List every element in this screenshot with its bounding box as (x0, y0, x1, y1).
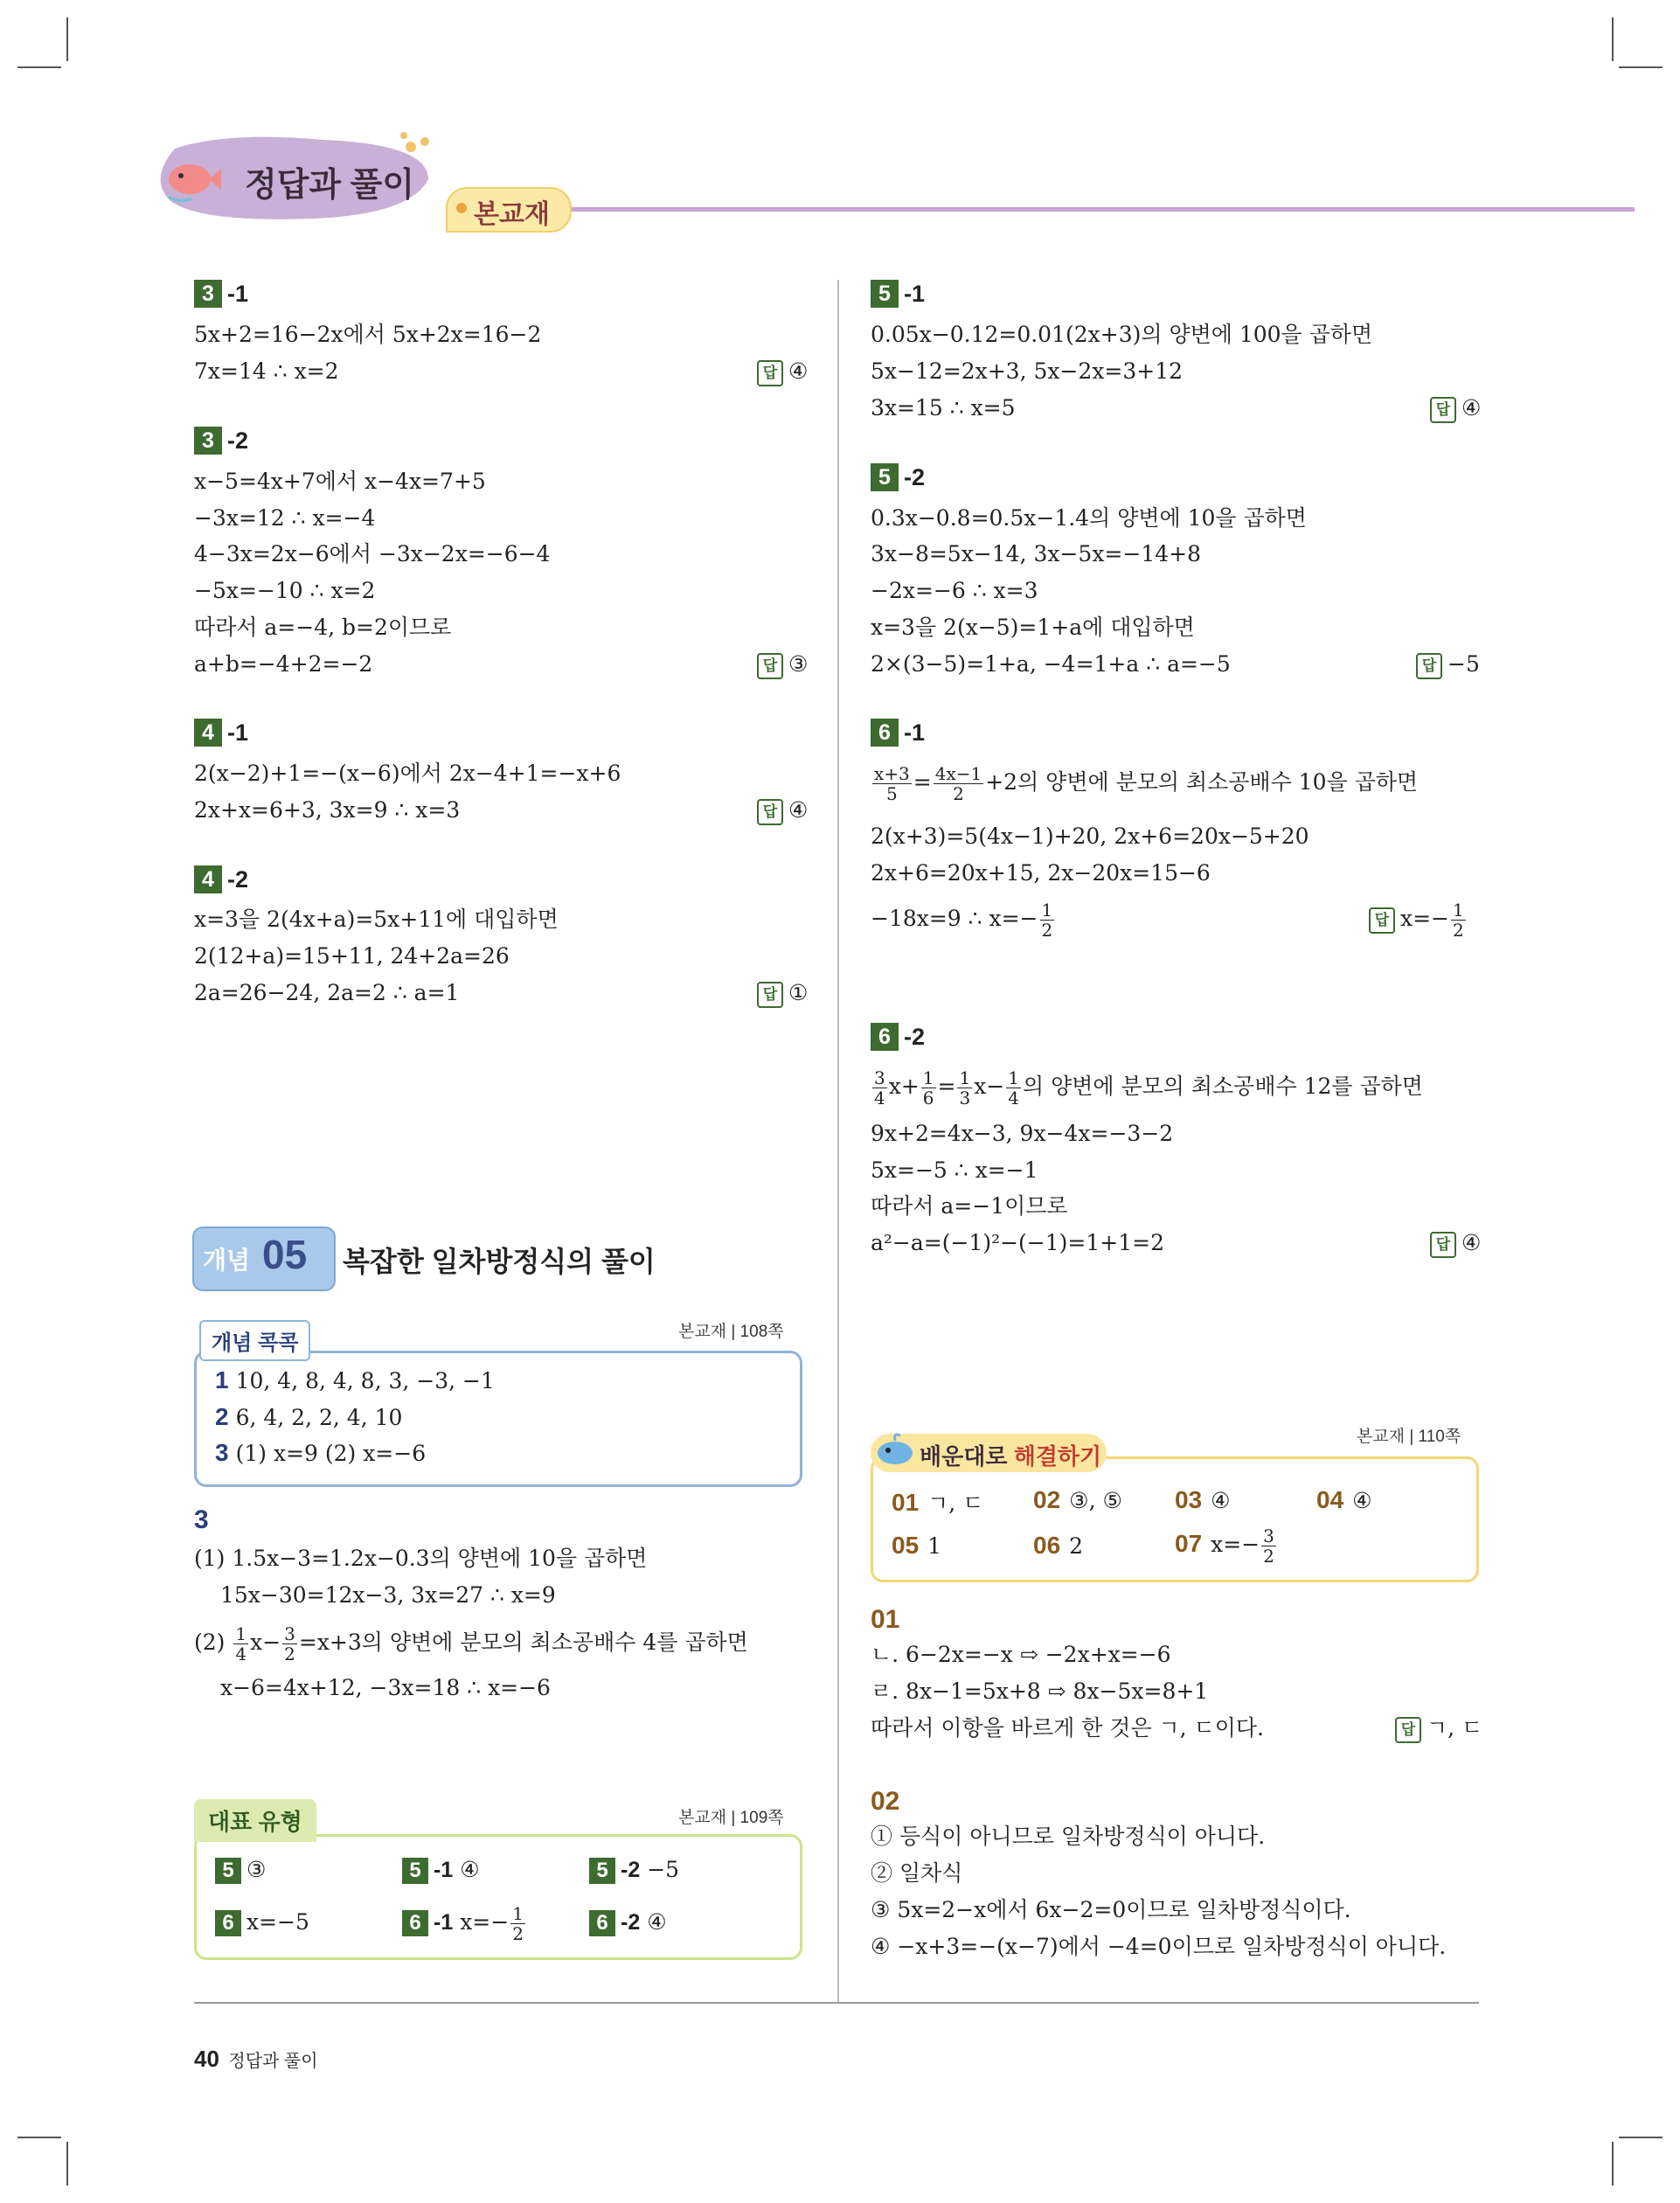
solve-label: 배운대로 해결하기 (920, 1443, 1102, 1470)
text-line: 2x+6=20x+15, 2x−20x=15−6 (871, 860, 1211, 886)
list-item: 3 (1) x=9 (2) x=−6 (215, 1439, 427, 1466)
answer-item: 07 x=− $\frac{3}{2}$ (1175, 1525, 1274, 1567)
fish-icon (162, 153, 223, 205)
answer: 답 ㄱ, ㄷ (1395, 1713, 1482, 1743)
text-line: x−5=4x+7에서 x−4x=7+5 (194, 469, 486, 494)
text-line: 7x=14 ∴ x=2 (194, 358, 339, 384)
tab-dot (456, 203, 467, 213)
text-line: a²−a=(−1)²−(−1)=1+1=2 (871, 1230, 1164, 1255)
text-line: −5x=−10 ∴ x=2 (194, 578, 376, 603)
list-item: 1 10, 4, 8, 4, 8, 3, −3, −1 (215, 1366, 495, 1393)
answer-item: 01 ㄱ, ㄷ (892, 1489, 984, 1516)
crop-mark (1612, 2142, 1614, 2186)
whale-icon (874, 1430, 916, 1469)
text-line: (1) 1.5x−3=1.2x−0.3의 양변에 10을 곱하면 (194, 1546, 648, 1571)
solution-3-number: 3 (194, 1505, 209, 1534)
solution-01-number: 01 (871, 1605, 900, 1634)
answer-item: 5 -1 ④ (402, 1857, 480, 1884)
problem-4-2-badge: 4 -2 (194, 865, 248, 893)
answer-item: 06 2 (1033, 1532, 1084, 1559)
solution-02-number: 02 (871, 1787, 900, 1816)
concept-tag: 개념 (203, 1247, 251, 1274)
answer-item: 05 1 (892, 1532, 942, 1559)
answer-item: 6 -1 x=− $\frac{1}{2}$ (402, 1904, 527, 1943)
concept-check-label: 개념 콕콕 (199, 1320, 310, 1361)
text-line: 따라서 이항을 바르게 한 것은 ㄱ, ㄷ이다. (871, 1715, 1264, 1741)
text-line: 따라서 a=−1이므로 (871, 1193, 1068, 1219)
text-line: 4−3x=2x−6에서 −3x−2x=−6−4 (194, 541, 551, 566)
text-line: ④ −x+3=−(x−7)에서 −4=0이므로 일차방정식이 아니다. (871, 1934, 1447, 1959)
header-tab-label: 본교재 (474, 200, 550, 229)
text-line: 2(x+3)=5(4x−1)+20, 2x+6=20x−5+20 (871, 824, 1309, 849)
problem-5-1-badge: 5 -1 (871, 280, 925, 308)
page-ref: 본교재 | 108쪽 (678, 1323, 784, 1341)
text-line: ③ 5x=2−x에서 6x−2=0이므로 일차방정식이다. (871, 1897, 1351, 1922)
list-item: 2 6, 4, 2, 2, 4, 10 (215, 1403, 403, 1430)
text-line: ㄹ. 8x−1=5x+8 ⇨ 8x−5x=8+1 (871, 1678, 1209, 1704)
representative-label: 대표 유형 (194, 1799, 316, 1842)
crop-mark (17, 66, 61, 68)
text-line: ② 일차식 (871, 1860, 963, 1886)
footer-rule (194, 2002, 1479, 2004)
text-line: −3x=12 ∴ x=−4 (194, 505, 376, 531)
header-line (568, 207, 1635, 212)
problem-3-2-badge: 3 -2 (194, 427, 248, 455)
problem-5-2-badge: 5 -2 (871, 463, 925, 491)
header-title: 정답과 풀이 (245, 167, 415, 204)
answer-item: 03 ④ (1175, 1486, 1231, 1513)
text-line: 3x=15 ∴ x=5 (871, 395, 1016, 420)
page-ref: 본교재 | 109쪽 (678, 1809, 784, 1827)
answer-item: 6 x=−5 (215, 1909, 309, 1936)
text-line: −2x=−6 ∴ x=3 (871, 578, 1038, 603)
answer: 답 ③ (757, 650, 808, 679)
text-line: a+b=−4+2=−2 (194, 651, 373, 677)
concept-number: 05 (262, 1232, 308, 1277)
text-line: ㄴ. 6−2x=−x ⇨ −2x+x=−6 (871, 1642, 1171, 1667)
text-line: 0.3x−0.8=0.5x−1.4의 양변에 10을 곱하면 (871, 505, 1307, 531)
text-line: x−6=4x+12, −3x=18 ∴ x=−6 (220, 1675, 551, 1700)
answer: 답 ④ (1430, 393, 1481, 423)
problem-6-2-badge: 6 -2 (871, 1023, 925, 1051)
answer: 답 ④ (757, 796, 808, 825)
text-line: 15x−30=12x−3, 3x=27 ∴ x=9 (220, 1582, 556, 1608)
crop-mark (1619, 66, 1663, 68)
answer: 답 −5 (1416, 650, 1480, 679)
text-line: 0.05x−0.12=0.01(2x+3)의 양변에 100을 곱하면 (871, 322, 1373, 347)
footer: 40 정답과 풀이 (194, 2046, 318, 2072)
text-line: 5x−12=2x+3, 5x−2x=3+12 (871, 358, 1184, 384)
answer-item: 5 -2 −5 (589, 1857, 679, 1884)
problem-4-1-badge: 4 -1 (194, 719, 248, 747)
text-line: −18x=9 ∴ x=− $\frac{1}{2}$ (871, 900, 1053, 941)
concept-title: 복잡한 일차방정식의 풀이 (343, 1246, 656, 1277)
answer: 답 ① (757, 978, 808, 1008)
answer-item: 5 ③ (215, 1857, 266, 1884)
problem-6-1-badge: 6 -1 (871, 719, 925, 747)
text-line: $\frac{x+3}{5}$ = $\frac{4x-1}{2}$ +2의 양변에 분모의 최소공배수 10을 곱하면 (874, 763, 1419, 804)
crop-mark (1612, 17, 1614, 61)
text-line: $\frac{3}{4}$ x+ $\frac{1}{6}$ = $\frac{1}{3}$ x− $\frac{1}{4}$ 의 양변에 분모의 최소공배수 12를 곱하면 (874, 1067, 1423, 1108)
crop-mark (17, 2137, 61, 2138)
answer-item: 04 ④ (1316, 1486, 1372, 1513)
text-line: 5x=−5 ∴ x=−1 (871, 1157, 1038, 1183)
text-line: (2) $\frac{1}{4}$ x− $\frac{3}{2}$ =x+3의 양변에 분모의 최소공배수 4를 곱하면 (194, 1623, 748, 1664)
answer-item: 02 ③, ⑤ (1033, 1486, 1122, 1513)
crop-mark (66, 2142, 68, 2186)
answer-item: 6 -2 ④ (589, 1909, 667, 1936)
text-line: 2(x−2)+1=−(x−6)에서 2x−4+1=−x+6 (194, 761, 621, 786)
text-line: 따라서 a=−4, b=2이므로 (194, 615, 452, 640)
text-line: ① 등식이 아니므로 일차방정식이 아니다. (871, 1824, 1266, 1849)
page-header (149, 131, 1635, 236)
problem-3-1-badge: 3 -1 (194, 280, 248, 308)
column-divider (837, 280, 839, 2002)
text-line: x=3을 2(4x+a)=5x+11에 대입하면 (194, 907, 559, 932)
text-line: 3x−8=5x−14, 3x−5x=−14+8 (871, 541, 1201, 566)
text-line: 2a=26−24, 2a=2 ∴ a=1 (194, 980, 460, 1005)
text-line: 9x+2=4x−3, 9x−4x=−3−2 (871, 1121, 1174, 1146)
page-ref: 본교재 | 110쪽 (1357, 1428, 1461, 1446)
answer: 답 ④ (1430, 1228, 1481, 1258)
crop-mark (66, 17, 68, 61)
text-line: 2x+x=6+3, 3x=9 ∴ x=3 (194, 797, 461, 823)
text-line: x=3을 2(x−5)=1+a에 대입하면 (871, 615, 1195, 640)
answer: 답 ④ (757, 357, 808, 386)
crop-mark (1619, 2137, 1663, 2138)
text-line: 2(12+a)=15+11, 24+2a=26 (194, 943, 510, 969)
text-line: 2×(3−5)=1+a, −4=1+a ∴ a=−5 (871, 651, 1231, 677)
answer: 답 x=− $\frac{1}{2}$ (1369, 900, 1468, 940)
text-line: 5x+2=16−2x에서 5x+2x=16−2 (194, 322, 542, 347)
